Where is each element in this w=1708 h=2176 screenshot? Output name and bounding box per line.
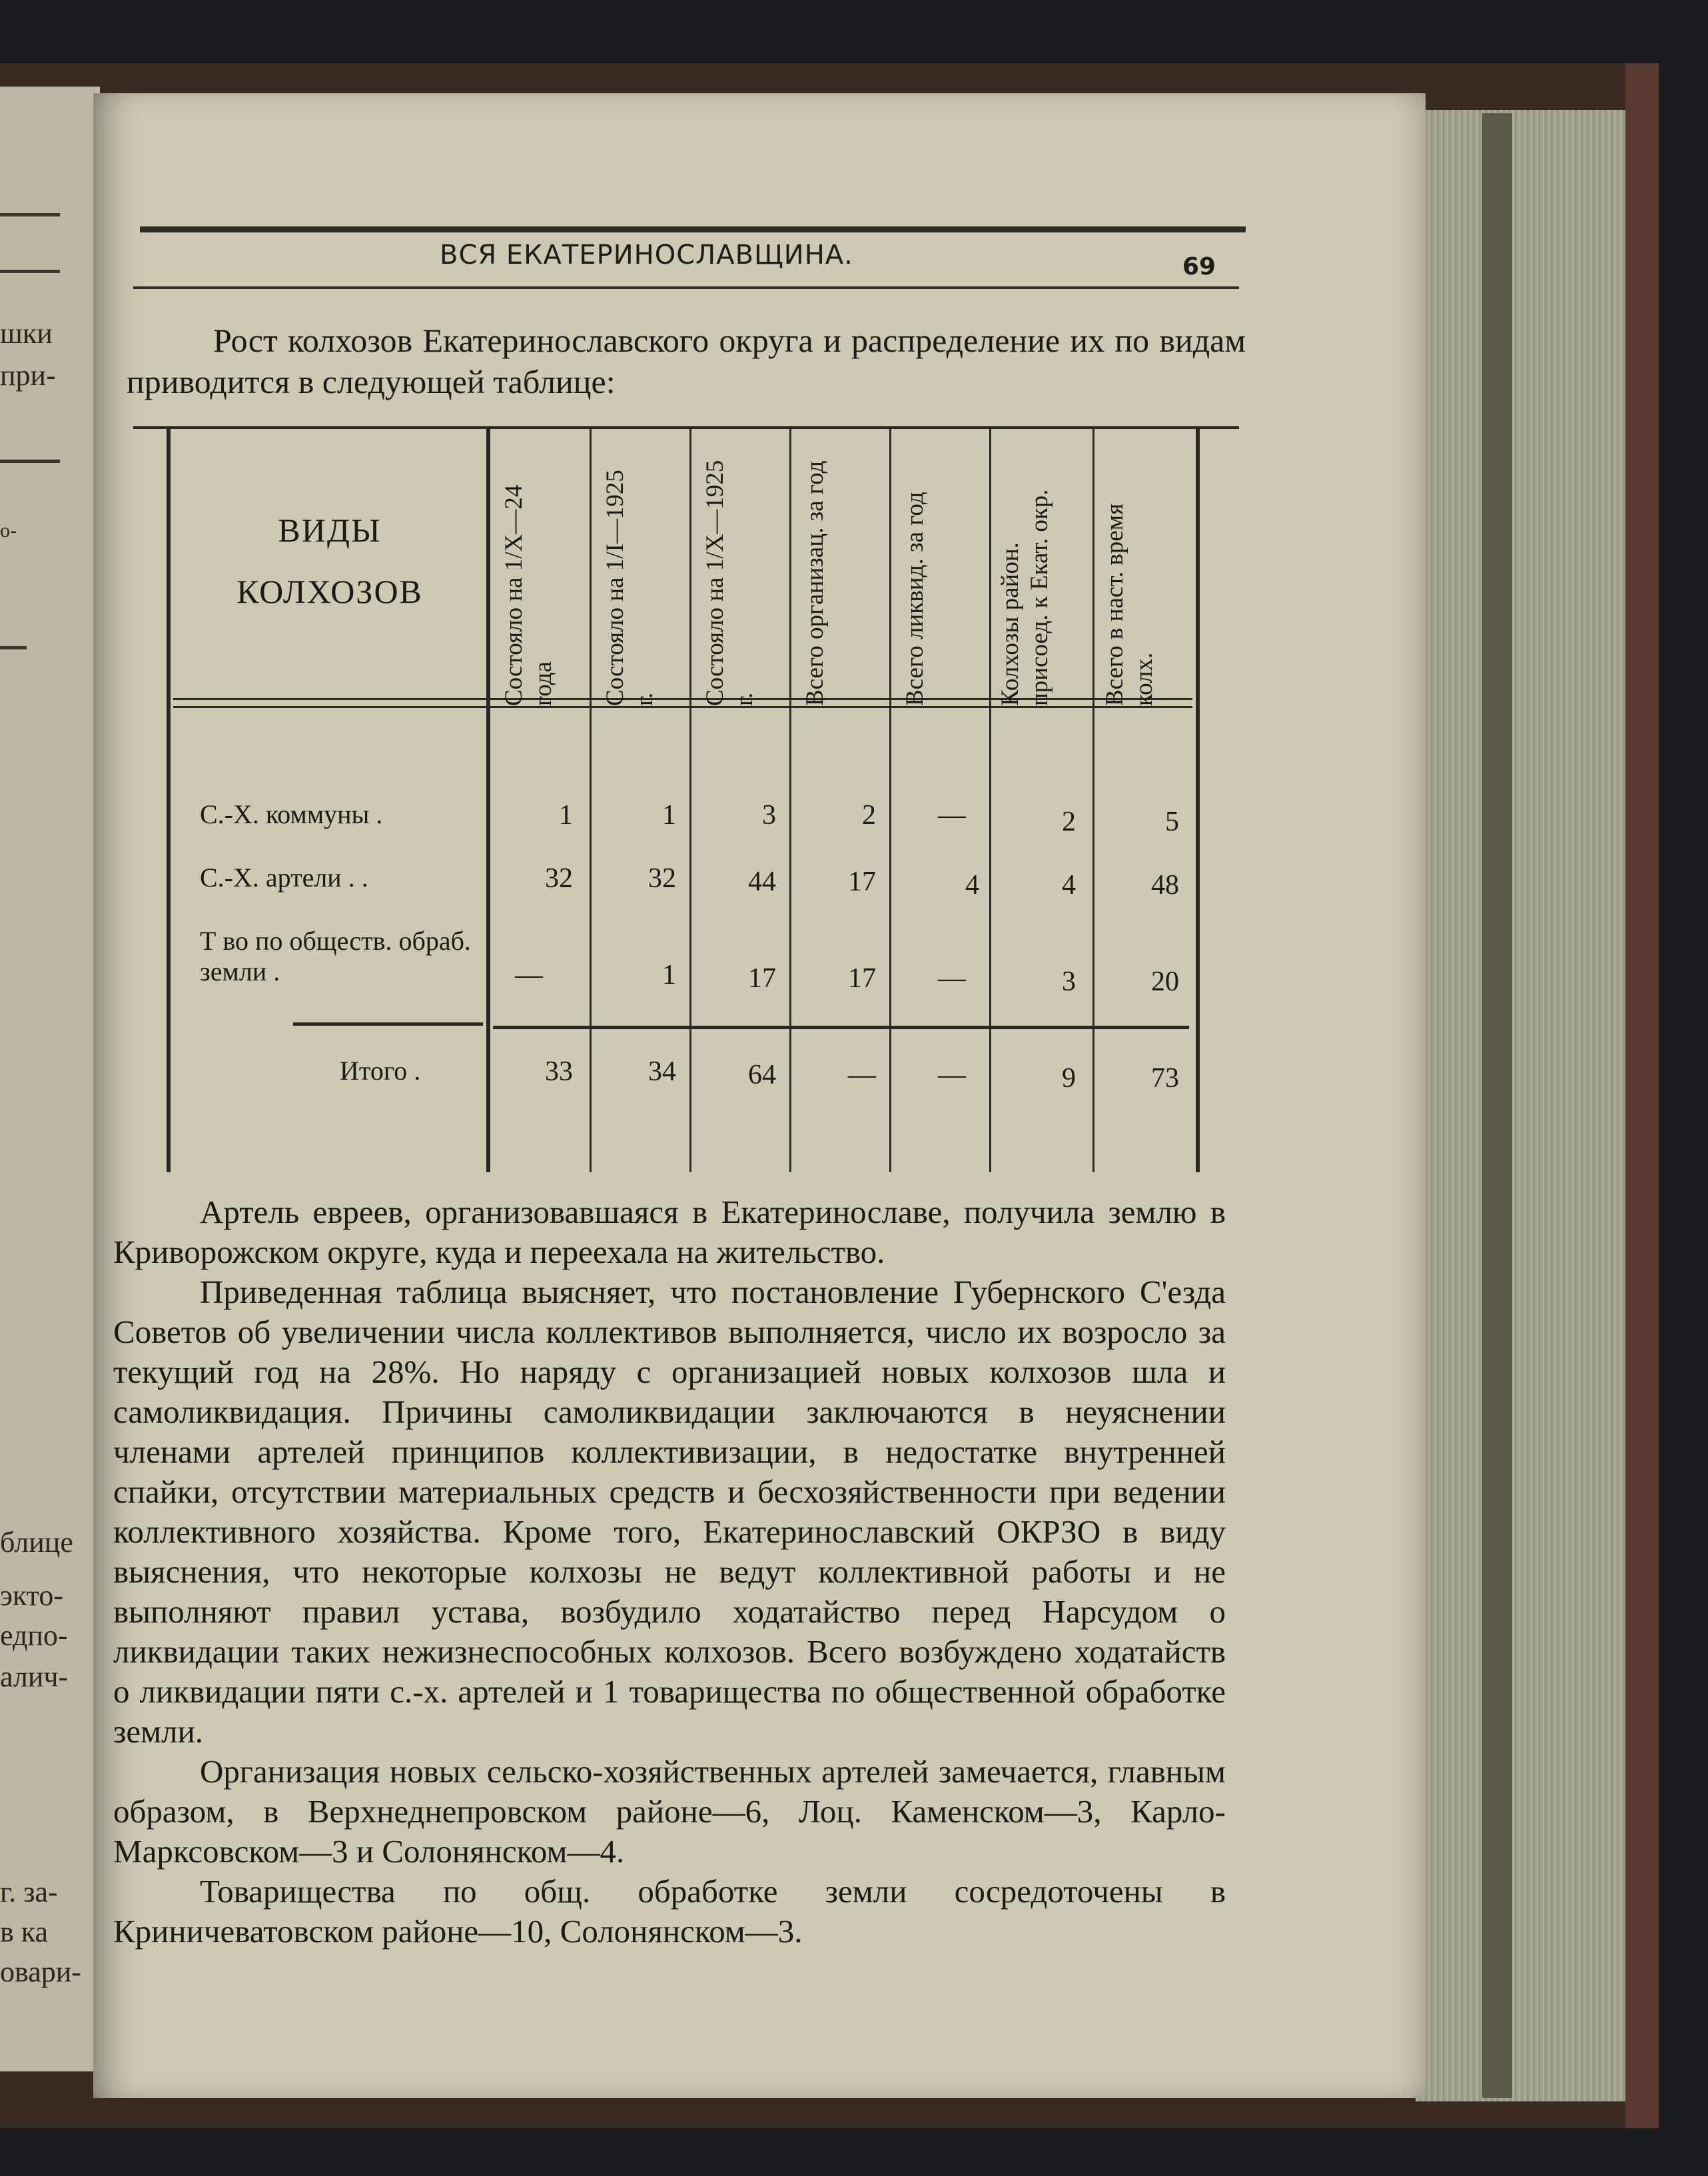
left-page-fragment — [0, 87, 100, 2071]
table-cell: — — [938, 800, 966, 831]
table-cell: 20 — [1151, 966, 1179, 997]
table-cell: 44 — [748, 867, 776, 897]
left-text-fragment: овари- — [0, 1956, 81, 1988]
table-cell: 33 — [545, 1056, 573, 1087]
kinds-column-header — [200, 500, 460, 622]
row-label: С.-Х. коммуны . — [200, 799, 383, 829]
table-cell: 4 — [965, 870, 979, 901]
total-rule — [293, 1022, 483, 1026]
column-header: Состояло на 1/I—1925 г. — [602, 470, 658, 706]
left-text-fragment: экто- — [0, 1579, 63, 1612]
page-number: 69 — [1182, 253, 1216, 280]
paragraph: Приведенная таблица выясняет, что постановление Губернского С'езда Советов об увеличении числа коллективов выполняется, число их возросло за текущий год на 28%. Но наряду с организацией новых колхозов шла и самоликвидация. Причины самоликвидации заключаются в неуяснении членами артелей принципов коллективизации, в недостатке внутренней спайки, отсутствии материальных средств и бесхозяйственности при ведении коллективного хозяйства. Кроме того, Екатеринославский ОКРЗО в виду выяснения, что некоторые колхозы не ведут коллективной работы и не выполняют правил устава, возбудило ходатайство перед Нарсудом о ликвидации таких нежизнеспособных колхозов. Всего возбуждено ходатайств о ликвидации пяти с.-х. артелей и 1 товарищества по общественной обработке земли. — [113, 1273, 1226, 1750]
table-cell: — — [848, 1060, 876, 1090]
table-cell: 17 — [848, 867, 876, 897]
column-header: Всего в наст. время колх. — [1101, 503, 1158, 706]
left-text-fragment: блице — [0, 1526, 73, 1559]
intro-paragraph: Рост колхозов Екатеринославского округа и распределение их по видам приводится в следующей таблице: — [127, 322, 1246, 400]
table-cell: 17 — [848, 963, 876, 994]
paragraph: Организация новых сельско-хозяйственных артелей замечается, главным образом, в Верхнеднепровском районе—6, Лоц. Каменском—3, Карло-Марксовском—3 и Солонянском—4. — [113, 1753, 1226, 1870]
table-cell: 48 — [1151, 870, 1179, 901]
left-rule — [0, 646, 27, 649]
total-label: Итого . — [340, 1056, 421, 1086]
left-text-fragment: при- — [0, 359, 56, 392]
table-cell: 73 — [1151, 1063, 1179, 1094]
table-cell: 32 — [545, 863, 573, 894]
body-text — [113, 1192, 1226, 1952]
column-header: Состояло на 1/X—24 года — [500, 484, 557, 706]
table-cell: 2 — [1062, 807, 1076, 837]
table-border — [167, 426, 171, 1172]
table-cell: 34 — [648, 1056, 676, 1087]
kolkhoz-table — [160, 426, 1206, 1172]
table-cell: 3 — [762, 800, 776, 831]
paragraph: Товарищества по общ. обработке земли сосредоточены в Криничеватовском районе—10, Солонянском—3. — [113, 1873, 1226, 1950]
left-rule — [0, 213, 60, 216]
left-text-fragment: шки — [0, 317, 53, 350]
running-head: ВСЯ ЕКАТЕРИНОСЛАВЩИНА. — [440, 240, 853, 270]
table-cell: — — [938, 1060, 966, 1090]
table-cell: 3 — [1062, 966, 1076, 997]
header-rule — [140, 226, 1246, 232]
left-text-fragment: алич- — [0, 1660, 69, 1693]
table-cell: 5 — [1165, 807, 1179, 837]
column-header: Всего ликвид. за год — [901, 492, 929, 706]
left-text-fragment: едпо- — [0, 1619, 68, 1652]
table-cell: 1 — [662, 800, 676, 831]
left-rule — [0, 460, 60, 463]
table-cell: — — [515, 960, 543, 990]
cover-edge — [1625, 63, 1659, 2128]
table-cell: 1 — [662, 960, 676, 990]
row-label: Т во по обществ. обраб. земли . — [200, 926, 471, 986]
table-cell: — — [938, 963, 966, 994]
page-edges — [1416, 110, 1649, 2101]
paragraph: Артель евреев, организовавшаяся в Екатеринославе, получила землю в Криворожском округе, куда и переехала на жительство. — [113, 1194, 1226, 1270]
total-rule — [493, 1026, 1189, 1029]
column-header: Состояло на 1/X—1925 г. — [701, 460, 758, 706]
header-separator — [173, 706, 1192, 708]
table-top-rule — [133, 426, 1239, 429]
table-cell: 2 — [862, 800, 876, 831]
table-cell: 64 — [748, 1060, 776, 1090]
left-text-fragment: г. за- — [0, 1876, 58, 1908]
column-header: Всего организац. за год — [801, 460, 829, 706]
table-cell: 17 — [748, 963, 776, 994]
left-rule — [0, 270, 60, 273]
row-label: С.-Х. артели . . — [200, 863, 368, 893]
kinds-header-line: ВИДЫ — [278, 512, 382, 549]
left-text-fragment: в ка — [0, 1916, 49, 1948]
header-rule — [133, 286, 1239, 289]
table-cell: 4 — [1062, 870, 1076, 901]
table-cell: 9 — [1062, 1063, 1076, 1094]
column-header: Колхозы район. присоед. к Екат. окр. — [997, 489, 1053, 706]
kinds-header-line: КОЛХОЗОВ — [236, 573, 423, 610]
table-cell: 1 — [559, 800, 573, 831]
page-edge-shadow — [1482, 113, 1512, 2098]
left-text-fragment: о- — [0, 520, 17, 542]
table-cell: 32 — [648, 863, 676, 894]
